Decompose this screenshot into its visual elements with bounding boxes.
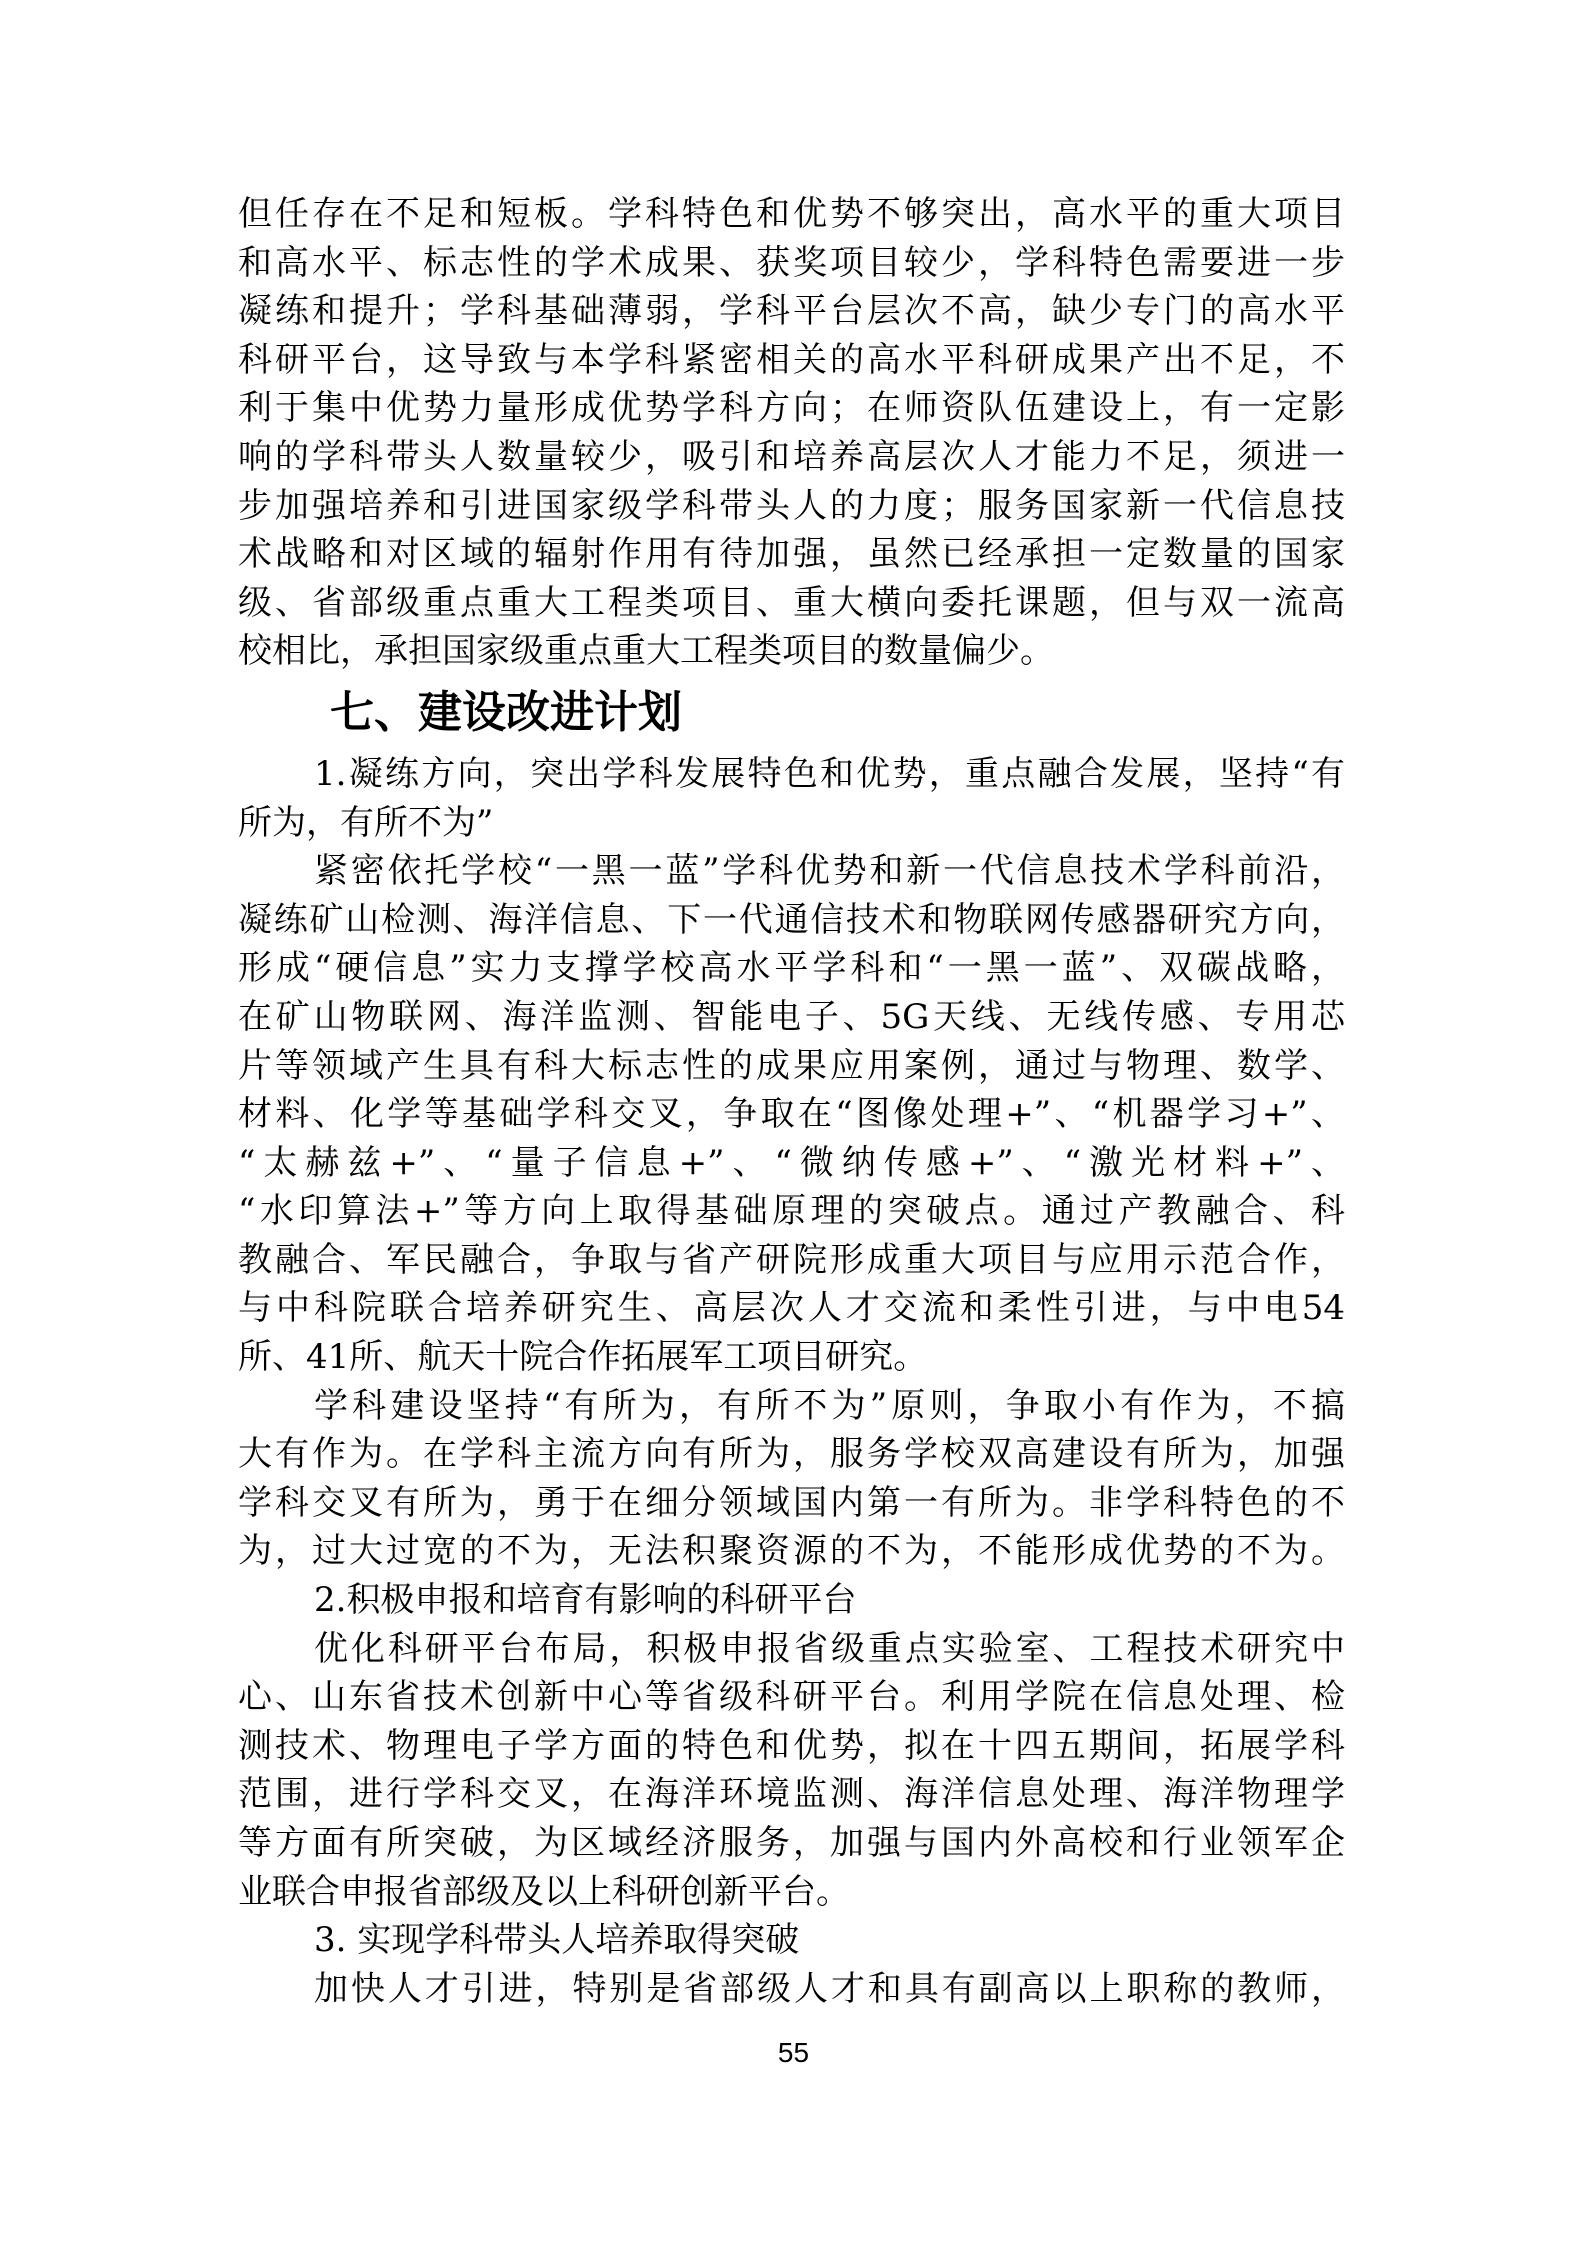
text-line: 心、山东省技术创新中心等省级科研平台。利用学院在信息处理、检 [238, 1677, 1345, 1718]
text-line: 响的学科带头人数量较少，吸引和培养高层次人才能力不足，须进一 [238, 436, 1345, 477]
paragraph [238, 1965, 1345, 2014]
text-line: 学科建设坚持“有所为，有所不为”原则，争取小有作为，不搞 [314, 1385, 1345, 1426]
text-line: 在矿山物联网、海洋监测、智能电子、5G天线、无线传感、专用芯 [238, 996, 1345, 1037]
text-line: 但任存在不足和短板。学科特色和优势不够突出，高水平的重大项目 [238, 194, 1345, 234]
text-line: 优化科研平台布局，积极申报省级重点实验室、工程技术研究中 [314, 1628, 1345, 1669]
text-line: 为，过大过宽的不为，无法积聚资源的不为，不能形成优势的不为。 [238, 1531, 1345, 1572]
text-line: 校相比，承担国家级重点重大工程类项目的数量偏少。 [238, 631, 1054, 672]
text-line: 2.积极申报和培育有影响的科研平台 [314, 1580, 857, 1621]
paragraph [238, 750, 1345, 847]
text-line: 凝练矿山检测、海洋信息、下一代通信技术和物联网传感器研究方向， [238, 899, 1345, 940]
text-line: 紧密依托学校“一黑一蓝”学科优势和新一代信息技术学科前沿， [314, 851, 1345, 892]
text-line: 和高水平、标志性的学术成果、获奖项目较少，学科特色需要进一步 [238, 242, 1345, 283]
text-line: 利于集中优势力量形成优势学科方向；在师资队伍建设上，有一定影 [238, 388, 1345, 429]
text-line: 步加强培养和引进国家级学科带头人的力度；服务国家新一代信息技 [238, 485, 1345, 526]
text-line: 级、省部级重点重大工程类项目、重大横向委托课题，但与双一流高 [238, 582, 1345, 623]
text-line: 所、41所、航天十院合作拓展军工项目研究。 [238, 1337, 928, 1378]
text-line: 业联合申报省部级及以上科研创新平台。 [238, 1871, 850, 1912]
paragraph [238, 1916, 1345, 1965]
text-line: 加快人才引进，特别是省部级人才和具有副高以上职称的教师， [314, 1968, 1345, 2009]
text-line: 术战略和对区域的辐射作用有待加强，虽然已经承担一定数量的国家 [238, 534, 1345, 575]
text-line: 科研平台，这导致与本学科紧密相关的高水平科研成果产出不足，不 [238, 339, 1345, 380]
paragraph [238, 847, 1345, 1382]
text-line: 教融合、军民融合，争取与省产研院形成重大项目与应用示范合作， [238, 1239, 1345, 1280]
text-line: 1.凝练方向，突出学科发展特色和优势，重点融合发展，坚持“有 [314, 753, 1345, 794]
section-heading: 七、建设改进计划 [330, 687, 682, 737]
paragraph [238, 190, 1345, 676]
text-block [238, 190, 1345, 2013]
text-line: 与中科院联合培养研究生、高层次人才交流和柔性引进，与中电54 [238, 1288, 1345, 1329]
paragraph [238, 1382, 1345, 1576]
text-line: 大有作为。在学科主流方向有所为，服务学校双高建设有所为，加强 [238, 1434, 1345, 1475]
text-line: 等方面有所突破，为区域经济服务，加强与国内外高校和行业领军企 [238, 1823, 1345, 1863]
text-line: 测技术、物理电子学方面的特色和优势，拟在十四五期间，拓展学科 [238, 1725, 1345, 1766]
text-line: 学科交叉有所为，勇于在细分领域国内第一有所为。非学科特色的不 [238, 1482, 1345, 1523]
text-line: 3. 实现学科带头人培养取得突破 [314, 1920, 800, 1961]
text-line: 材料、化学等基础学科交叉，争取在“图像处理+”、“机器学习+”、 [238, 1094, 1345, 1135]
paragraph [238, 1625, 1345, 1917]
page-number: 55 [777, 2037, 810, 2068]
text-line: 形成“硬信息”实力支撑学校高水平学科和“一黑一蓝”、双碳战略， [238, 948, 1345, 989]
paragraph [238, 1576, 1345, 1625]
text-line: 范围，进行学科交叉，在海洋环境监测、海洋信息处理、海洋物理学 [238, 1774, 1345, 1815]
text-line: 所为，有所不为” [238, 802, 494, 843]
text-line: “水印算法+”等方向上取得基础原理的突破点。通过产教融合、科 [238, 1191, 1345, 1232]
text-line: 凝练和提升；学科基础薄弱，学科平台层次不高，缺少专门的高水平 [238, 291, 1345, 332]
text-line: 片等领域产生具有科大标志性的成果应用案例，通过与物理、数学、 [238, 1045, 1345, 1086]
text-line: “太赫兹+”、“量子信息+”、“微纳传感+”、“激光材料+”、 [238, 1142, 1345, 1183]
